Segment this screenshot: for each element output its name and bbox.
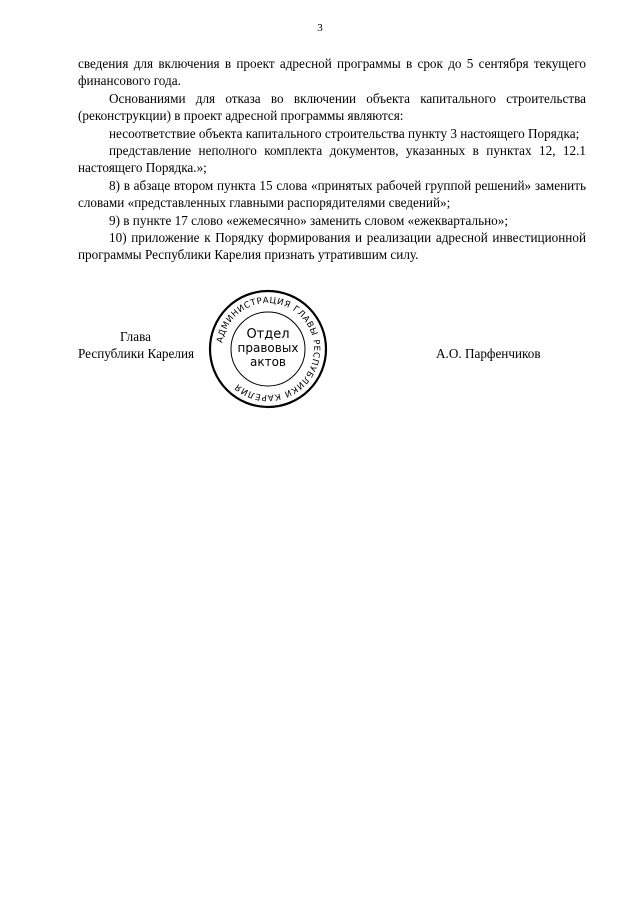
paragraph-deadline: сведения для включения в проект адресной программы в срок до 5 сентября текущего финансового года. <box>78 56 586 89</box>
paragraph-incomplete-docs: представление неполного комплекта документов, указанных в пунктах 12, 12.1 настоящего Порядка.»; <box>78 143 586 176</box>
document-body <box>78 55 586 264</box>
stamp-center-line2: правовых <box>237 341 299 355</box>
paragraph-item-8: 8) в абзаце втором пункта 15 слова «принятых рабочей группой решений» заменить словами «представленных главными распорядителями сведений»; <box>78 177 586 211</box>
official-stamp <box>207 288 329 410</box>
paragraph-item-10: 10) приложение к Порядку формирования и реализации адресной инвестиционной программы Республики Карелия признать утратившим силу. <box>78 230 586 263</box>
signatory-name: А.О. Парфенчиков <box>436 346 541 361</box>
stamp-center-line1: Отдел <box>246 327 290 342</box>
signature-title-line1: Глава <box>120 329 151 344</box>
paragraph-item-9: 9) в пункте 17 слово «ежемесячно» заменить словом «ежеквартально»; <box>109 212 509 228</box>
page-number: 3 <box>317 22 323 34</box>
stamp-center-line3: актов <box>249 355 287 369</box>
signature-title-line2: Республики Карелия <box>78 346 195 362</box>
stamp-ring-text: АДМИНИСТРАЦИЯ ГЛАВЫ РЕСПУБЛИКИ КАРЕЛИЯ <box>215 295 322 403</box>
paragraph-nonconformity: несоответствие объекта капитального строительства пункту 3 настоящего Порядка; <box>109 125 580 141</box>
paragraph-refusal-grounds: Основаниями для отказа во включении объекта капитального строительства (реконструкции) в проект адресной программы являются: <box>78 90 586 124</box>
stamp-seal-graphic <box>207 288 329 410</box>
